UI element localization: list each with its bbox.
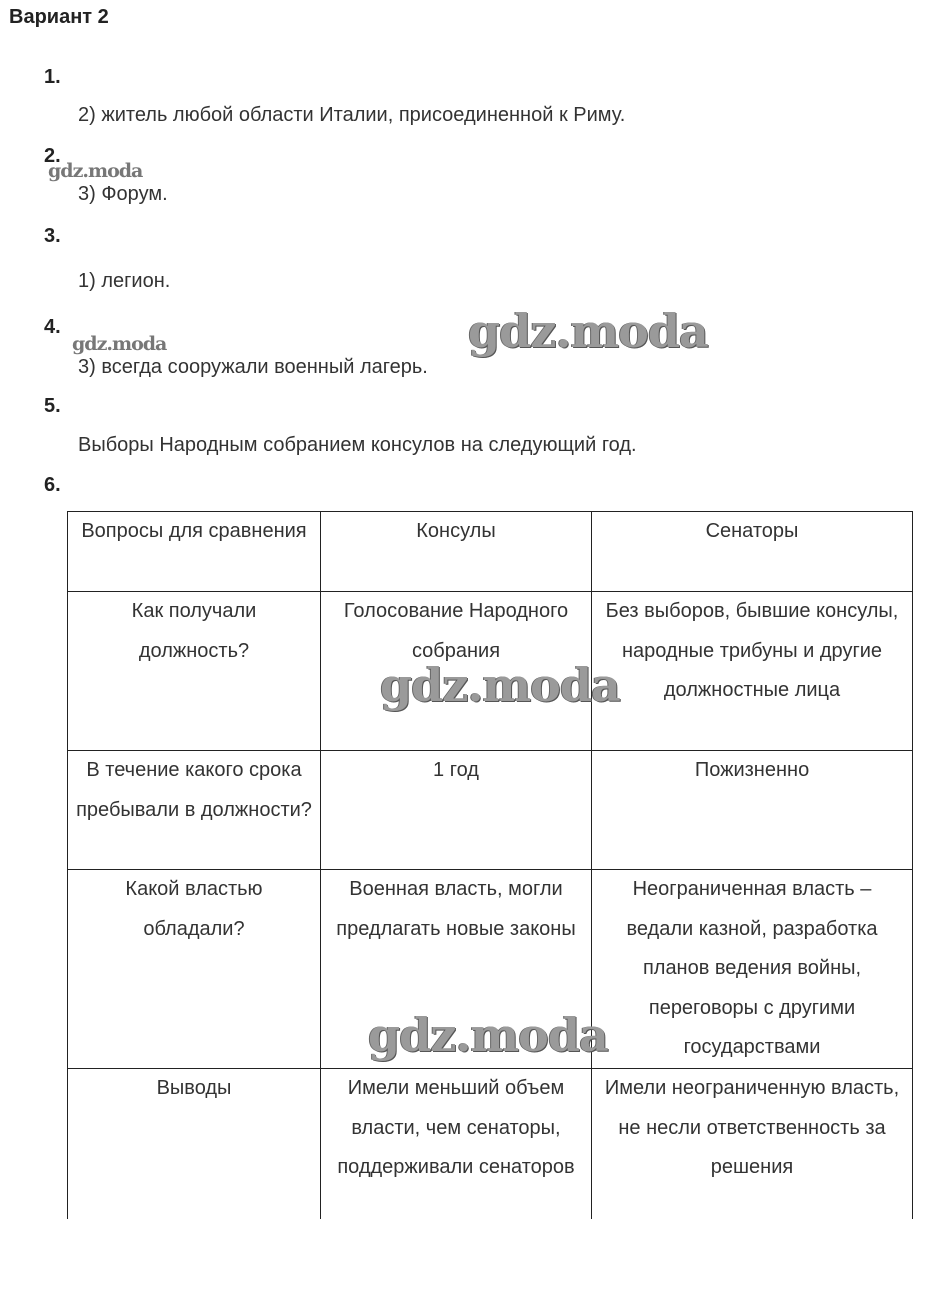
answer-3: 1) легион. bbox=[78, 270, 171, 292]
table-row bbox=[68, 1069, 913, 1219]
page-title: Вариант 2 bbox=[9, 6, 109, 28]
question-number-6: 6. bbox=[44, 474, 61, 496]
answer-1: 2) житель любой области Италии, присоединенной к Риму. bbox=[78, 104, 626, 126]
question-number-3: 3. bbox=[44, 225, 61, 247]
header-cell: Консулы bbox=[321, 512, 592, 592]
table-cell: 1 год bbox=[321, 751, 592, 870]
watermark: gdz.moda bbox=[368, 1008, 608, 1062]
header-cell: Вопросы для сравнения bbox=[68, 512, 321, 592]
watermark: gdz.moda bbox=[468, 304, 708, 358]
table-cell: Неограниченная власть – ведали казной, разработка планов ведения войны, переговоры с другими государствами bbox=[592, 870, 913, 1069]
answer-2: 3) Форум. bbox=[78, 183, 168, 205]
header-cell: Сенаторы bbox=[592, 512, 913, 592]
table-cell: Пожизненно bbox=[592, 751, 913, 870]
table-cell: Как получали должность? bbox=[68, 592, 321, 751]
watermark: gdz.moda bbox=[380, 658, 620, 712]
watermark: gdz.moda bbox=[48, 160, 143, 182]
question-number-1: 1. bbox=[44, 66, 61, 88]
comparison-table bbox=[67, 511, 913, 1219]
question-number-5: 5. bbox=[44, 395, 61, 417]
table-cell: В течение какого срока пребывали в должности? bbox=[68, 751, 321, 870]
answer-4: 3) всегда сооружали военный лагерь. bbox=[78, 356, 428, 378]
table-cell: Имели меньший объем власти, чем сенаторы, поддерживали сенаторов bbox=[321, 1069, 592, 1219]
table-header-row bbox=[68, 512, 913, 592]
table-cell: Голосование Народного собрания bbox=[321, 592, 592, 751]
table-cell: Имели неограниченную власть, не несли ответственность за решения bbox=[592, 1069, 913, 1219]
question-number-4: 4. bbox=[44, 316, 61, 338]
answer-5: Выборы Народным собранием консулов на следующий год. bbox=[78, 434, 637, 456]
watermark: gdz.moda bbox=[72, 333, 167, 355]
table-cell: Выводы bbox=[68, 1069, 321, 1219]
table-cell: Военная власть, могли предлагать новые законы bbox=[321, 870, 592, 1069]
table-cell: Без выборов, бывшие консулы, народные трибуны и другие должностные лица bbox=[592, 592, 913, 751]
question-number-2: 2. bbox=[44, 145, 61, 167]
table-row bbox=[68, 751, 913, 870]
table-cell: Какой властью обладали? bbox=[68, 870, 321, 1069]
